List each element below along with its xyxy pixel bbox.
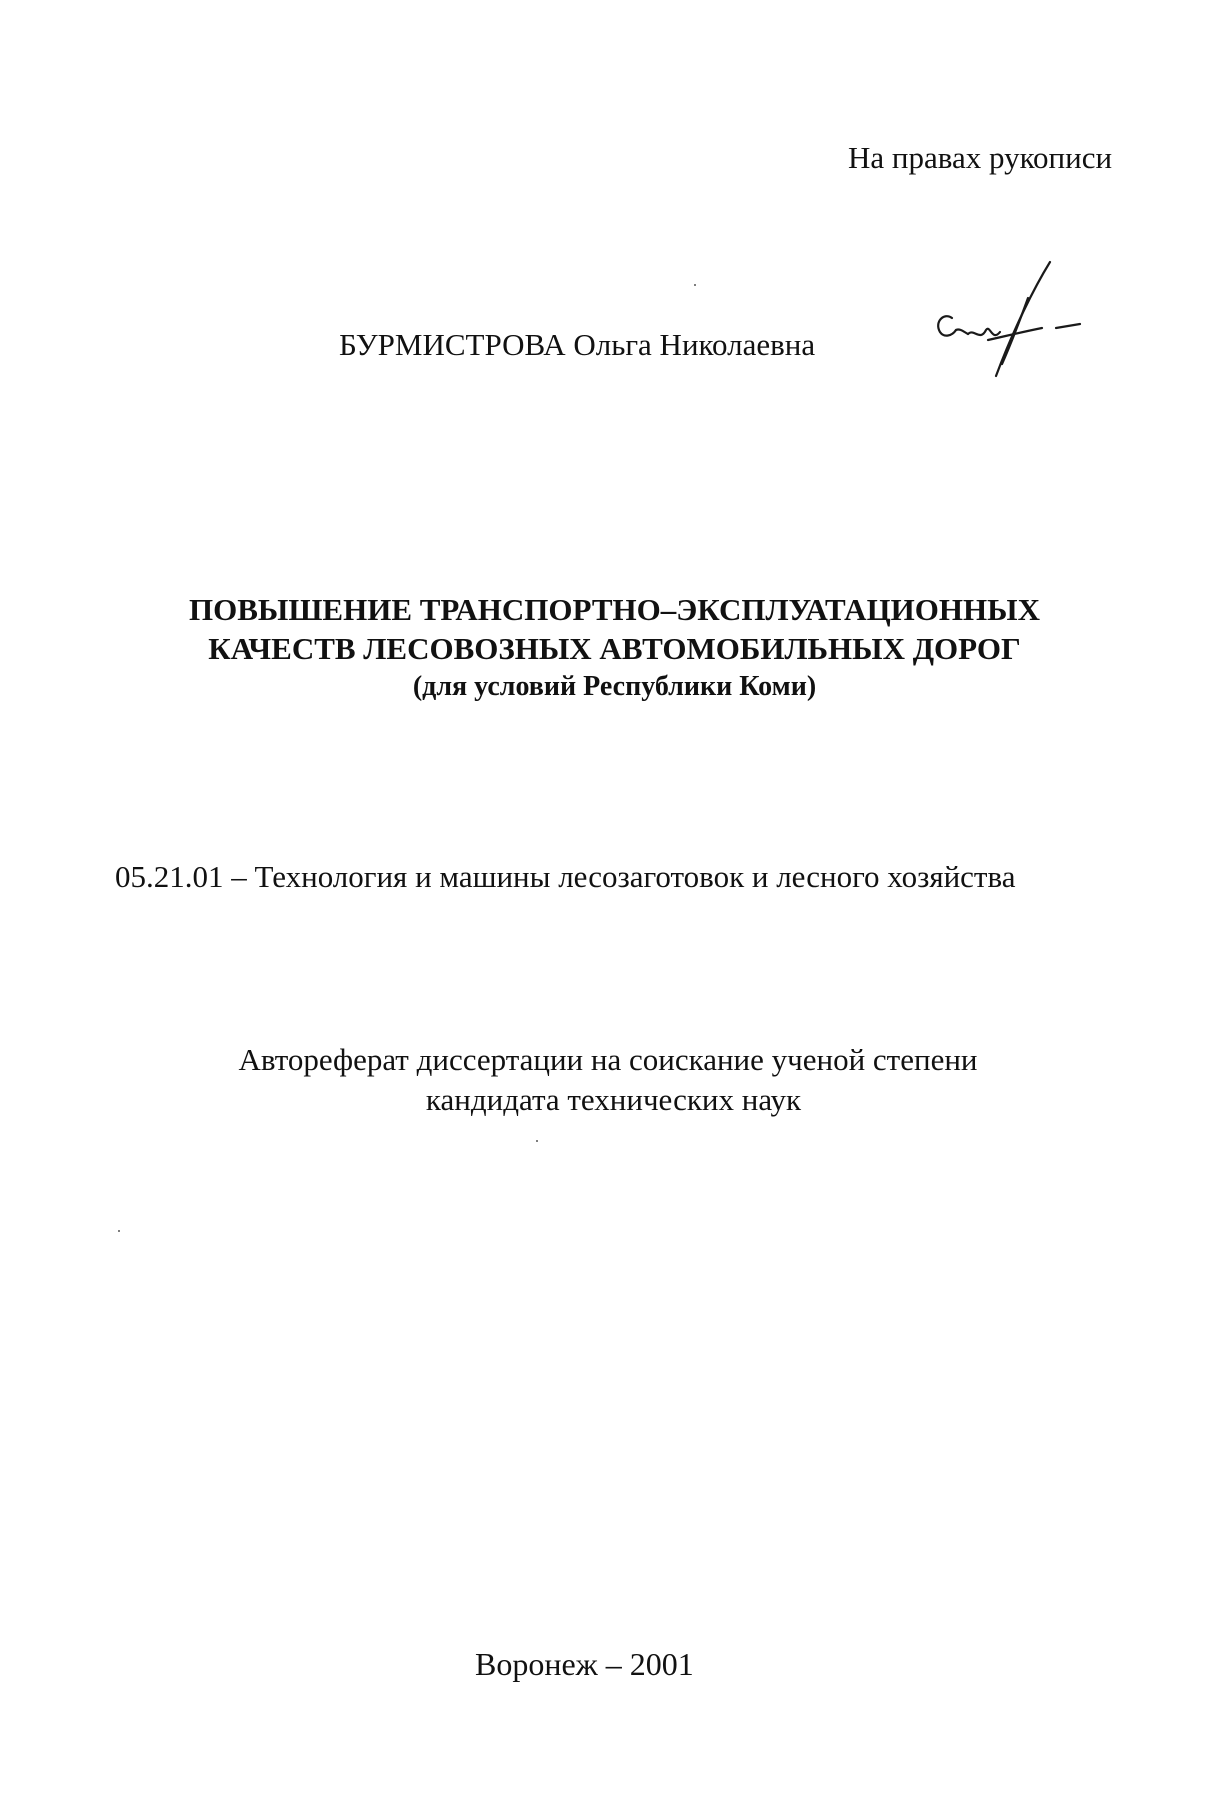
scan-speck <box>118 1230 120 1232</box>
scan-speck <box>536 1140 538 1142</box>
signature-icon <box>930 258 1100 393</box>
abstract-description <box>0 1040 1229 1120</box>
title-line: КАЧЕСТВ ЛЕСОВОЗНЫХ АВТОМОБИЛЬНЫХ ДОРОГ <box>208 631 1021 666</box>
title-line: ПОВЫШЕНИЕ ТРАНСПОРТНО–ЭКСПЛУАТАЦИОННЫХ <box>189 592 1040 627</box>
specialty-code: 05.21.01 – Технология и машины лесозаготовок и лесного хозяйства <box>115 859 1016 894</box>
abstract-line: кандидата технических наук <box>425 1082 802 1117</box>
author-name: БУРМИСТРОВА Ольга Николаевна <box>339 327 816 362</box>
abstract-line: Автореферат диссертации на соискание ученой степени <box>238 1042 978 1077</box>
place-and-year: Воронеж – 2001 <box>475 1646 694 1682</box>
title-subtitle: (для условий Республики Коми) <box>412 671 817 702</box>
rights-note: На правах рукописи <box>848 140 1113 175</box>
scan-speck <box>694 284 696 286</box>
dissertation-title <box>0 590 1229 706</box>
